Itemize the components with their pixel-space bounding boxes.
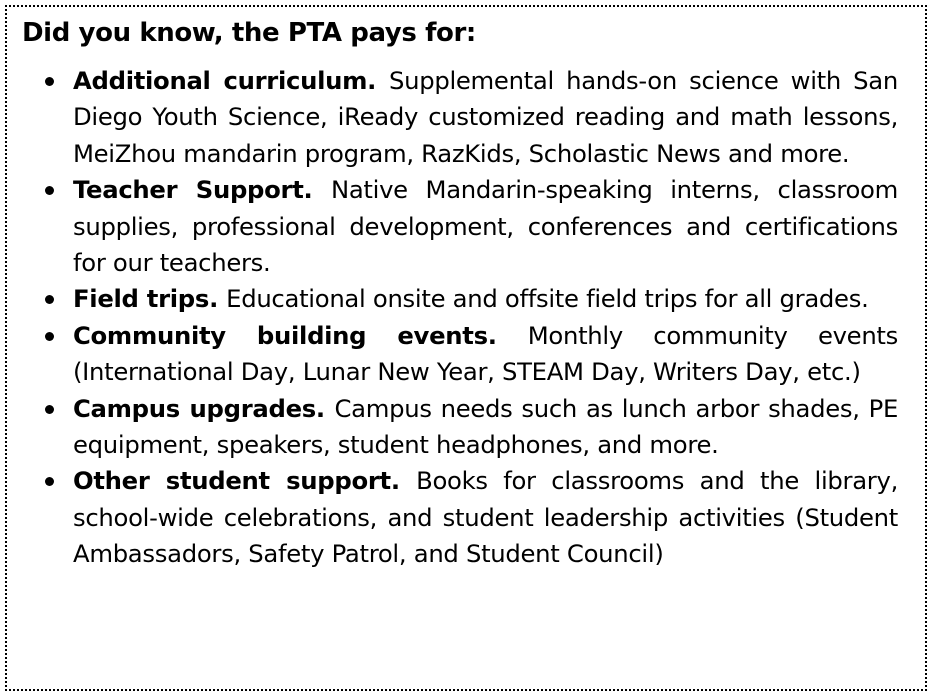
item-text: Campus needs such as lunch arbor shades, PE equipment, speakers, student headphones, and more. — [73, 393, 898, 460]
item-lead: Campus upgrades. — [73, 393, 335, 423]
pta-funding-list — [73, 63, 898, 573]
heading: Did you know, the PTA pays for: — [22, 18, 476, 48]
item-text: Monthly community events (International Day, Lunar New Year, STEAM Day, Writers Day, etc.) — [73, 320, 899, 387]
list-item-campus-upgrades — [73, 391, 898, 464]
item-text: Native Mandarin-speaking interns, classroom supplies, professional development, conferences and certifications for our teachers. — [73, 175, 898, 278]
list-item-community-events — [73, 318, 898, 391]
item-text: Books for classrooms and the library, school-wide celebrations, and student leadership activities (Student Ambassadors, Safety Patrol, and Student Council) — [73, 466, 899, 569]
item-lead: Additional curriculum. — [73, 66, 389, 95]
list-item-field-trips — [73, 281, 898, 317]
bullet-icon — [45, 332, 54, 341]
list-item-student-support — [73, 463, 898, 572]
list-item-curriculum — [73, 63, 898, 172]
item-lead: Field trips. — [73, 284, 227, 314]
bullet-icon — [45, 77, 54, 86]
item-lead: Other student support. — [73, 466, 417, 496]
item-text: Educational onsite and offsite field trips for all grades. — [226, 284, 869, 314]
item-lead: Teacher Support. — [73, 175, 331, 205]
item-text: Supplemental hands-on science with San Diego Youth Science, iReady customized reading and math lessons, MeiZhou mandarin program, RazKids, Scholastic News and more. — [73, 66, 898, 168]
bullet-icon — [45, 405, 54, 414]
item-lead: Community building events. — [73, 320, 528, 350]
list-item-teacher-support — [73, 172, 898, 281]
